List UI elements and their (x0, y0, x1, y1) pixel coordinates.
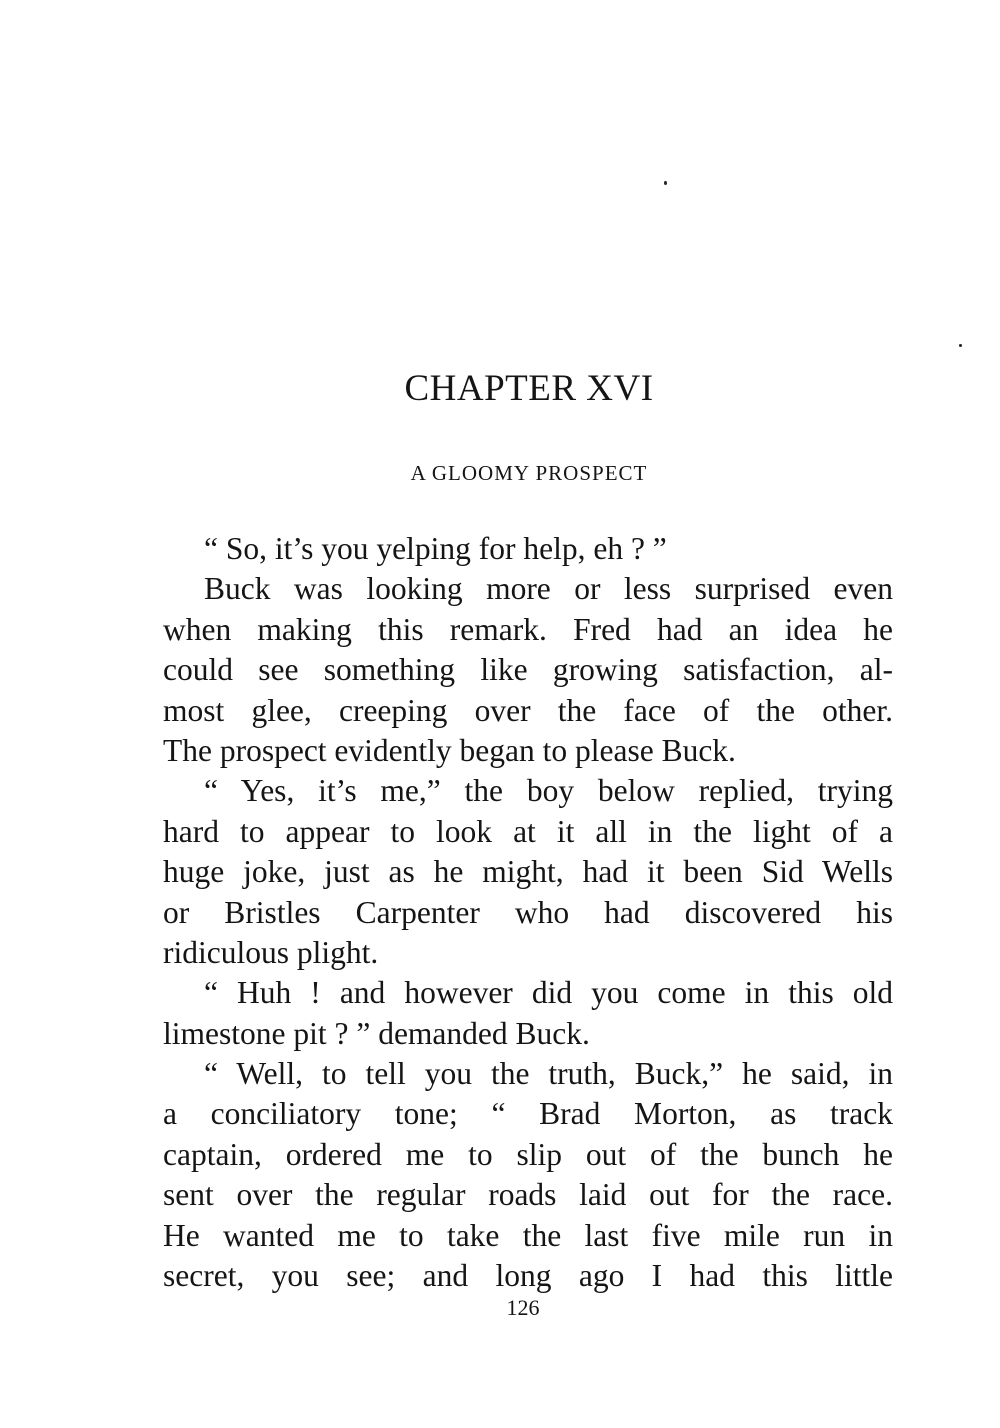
text-line: huge joke, just as he might, had it been Sid Wells (163, 854, 893, 890)
text-line: Buck was looking more or less surprised even (204, 571, 893, 607)
text-line: could see something like growing satisfaction, al- (163, 652, 893, 688)
text-line: secret, you see; and long ago I had this little (163, 1258, 893, 1294)
chapter-body-text (163, 529, 893, 1296)
text-line: or Bristles Carpenter who had discovered his (163, 894, 893, 930)
page-number: 126 (506, 1295, 540, 1320)
text-line: He wanted me to take the last five mile run in (163, 1217, 893, 1253)
text-line: captain, ordered me to slip out of the bunch he (163, 1136, 893, 1172)
text-line: “ Yes, it’s me,” the boy below replied, trying (204, 773, 893, 809)
text-line: “ Huh ! and however did you come in this old (204, 975, 893, 1011)
text-line: hard to appear to look at it all in the light of a (163, 813, 893, 849)
chapter-title: CHAPTER XVI (404, 368, 654, 409)
print-speck (959, 344, 962, 347)
text-line: sent over the regular roads laid out for the race. (163, 1177, 893, 1213)
text-line: The prospect evidently began to please Buck. (163, 732, 736, 768)
text-line: a conciliatory tone; “ Brad Morton, as track (163, 1096, 893, 1132)
text-line: most glee, creeping over the face of the other. (163, 692, 893, 728)
text-line: limestone pit ? ” demanded Buck. (163, 1015, 590, 1051)
chapter-subtitle: A GLOOMY PROSPECT (410, 461, 648, 485)
text-line: “ Well, to tell you the truth, Buck,” he said, in (204, 1056, 893, 1092)
text-line: “ So, it’s you yelping for help, eh ? ” (204, 531, 667, 566)
print-speck (664, 181, 667, 185)
text-line: ridiculous plight. (163, 934, 379, 970)
text-line: when making this remark. Fred had an idea he (163, 611, 893, 647)
